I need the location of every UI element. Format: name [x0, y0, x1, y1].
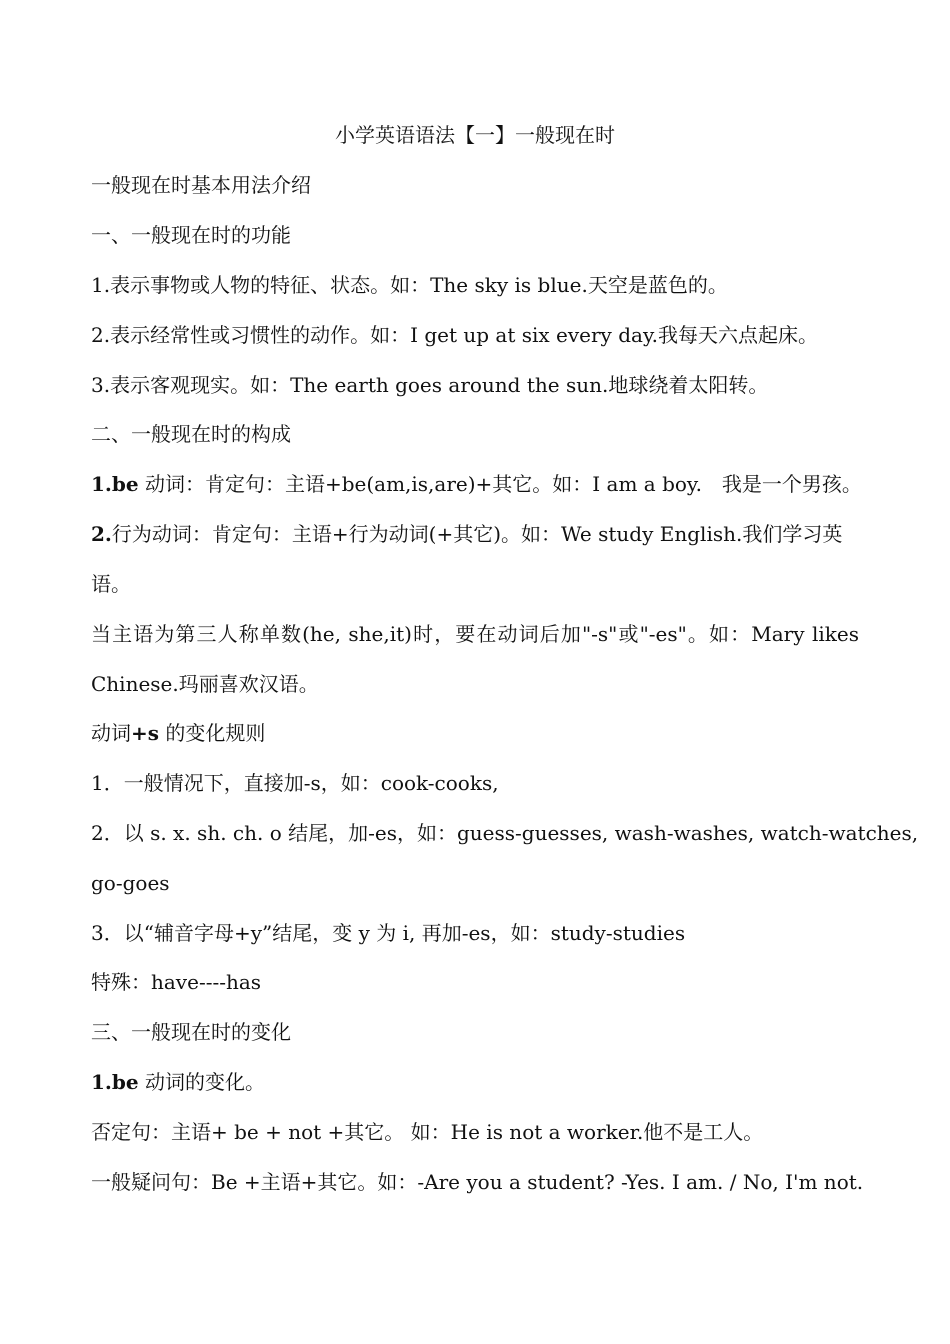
- section-2-heading: 二、一般现在时的构成: [91, 422, 291, 446]
- rule-3: 3．以“辅音字母+y”结尾，变 y 为 i, 再加-es，如：study-studies: [91, 921, 686, 945]
- rule-1: 1．一般情况下，直接加-s，如：cook-cooks,: [91, 771, 499, 795]
- section-2-item-2-continued: 语。: [91, 572, 131, 596]
- rule-2-line-1: 2．以 s. x. sh. ch. o 结尾，加-es，如：guess-guesses, wash-washes, watch-watches,: [91, 821, 919, 845]
- rule-2-line-2: go-goes: [91, 871, 170, 895]
- item-number: 1.be: [91, 1070, 139, 1094]
- rules-heading: [91, 719, 859, 747]
- section-3-item-1: [91, 1068, 859, 1096]
- negative-sentence: 否定句：主语+ be + not +其它。 如：He is not a worker.他不是工人。: [91, 1120, 764, 1144]
- section-3-heading: 三、一般现在时的变化: [91, 1020, 291, 1044]
- third-person-rule-line-2: Chinese.玛丽喜欢汉语。: [91, 672, 319, 696]
- item-text: 行为动词：肯定句：主语+行为动词(+其它)。如：We study English.我们学习英: [111, 522, 843, 546]
- document-title: 小学英语语法【一】一般现在时: [335, 123, 615, 147]
- section-1-heading: 一、一般现在时的功能: [91, 223, 291, 247]
- rules-heading-post: 的变化规则: [159, 721, 266, 745]
- item-number: 2.: [91, 522, 112, 546]
- item-number: 1.be: [91, 472, 139, 496]
- special-case: 特殊：have----has: [91, 970, 262, 994]
- rules-heading-bold: +s: [131, 721, 160, 745]
- section-1-item-2: 2.表示经常性或习惯性的动作。如：I get up at six every day.我每天六点起床。: [91, 323, 818, 347]
- section-1-item-1: 1.表示事物或人物的特征、状态。如：The sky is blue.天空是蓝色的。: [91, 273, 728, 297]
- section-2-item-1: [91, 470, 862, 498]
- section-1-item-3: 3.表示客观现实。如：The earth goes around the sun.地球绕着太阳转。: [91, 373, 769, 397]
- section-2-item-2: [91, 520, 859, 548]
- intro-text: 一般现在时基本用法介绍: [91, 173, 311, 197]
- item-text: 动词：肯定句：主语+be(am,is,are)+其它。如：I am a boy. 我是一个男孩。: [138, 472, 862, 496]
- third-person-rule-line-1: 当主语为第三人称单数(he, she,it)时，要在动词后加"-s"或"-es"。如：Mary likes: [91, 622, 859, 646]
- item-text: 动词的变化。: [138, 1070, 265, 1094]
- question-sentence: 一般疑问句：Be +主语+其它。如：-Are you a student? -Yes. I am. / No, I'm not.: [91, 1170, 864, 1194]
- rules-heading-pre: 动词: [91, 721, 131, 745]
